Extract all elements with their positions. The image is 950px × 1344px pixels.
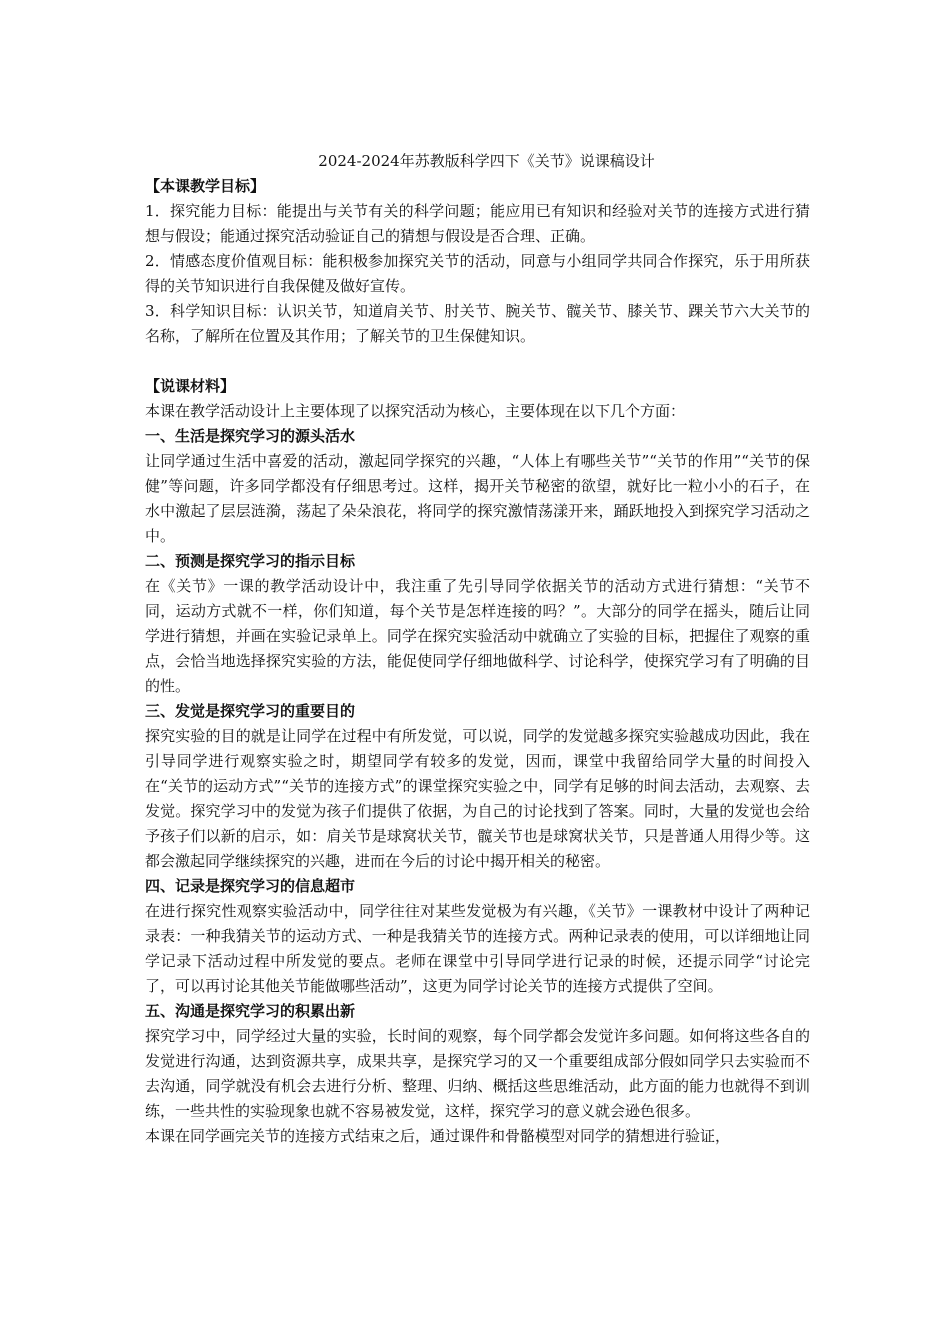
section-text: 让同学通过生活中喜爱的活动，激起同学探究的兴趣，“人体上有哪些关节”“关节的作用”“关节的保健”等问题，许多同学都没有仔细思考过。这样，揭开关节秘密的欲望，就好比一粒小小的石子，在水中激起了层层涟漪，荡起了朵朵浪花，将同学的探究激情荡漾开来，踊跃地投入到探究学习活动之中。 — [145, 452, 810, 545]
page-title: 2024-2024年苏教版科学四下《关节》说课稿设计 — [318, 152, 655, 170]
section-heading: 一、生活是探究学习的源头活水 — [145, 427, 356, 445]
section-text: 探究学习中，同学经过大量的实验，长时间的观察，每个同学都会发觉许多问题。如何将这些各自的发觉进行沟通，达到资源共享，成果共享，是探究学习的又一个重要组成部分假如同学只去实验而不去沟通，同学就没有机会去进行分析、整理、归纳、概括这些思维活动，此方面的能力也就得不到训练，一些共性的实验现象也就不容易被发觉，这样，探究学习的意义就会逊色很多。 — [145, 1027, 810, 1120]
goal-item: 3．科学知识目标：认识关节，知道肩关节、肘关节、腕关节、髋关节、膝关节、踝关节六大关节的名称，了解所在位置及其作用；了解关节的卫生保健知识。 — [145, 302, 810, 345]
materials-heading: 【说课材料】 — [145, 377, 236, 395]
section-heading: 二、预测是探究学习的指示目标 — [145, 552, 356, 570]
goal-item: 1．探究能力目标：能提出与关节有关的科学问题；能应用已有知识和经验对关节的连接方式进行猜想与假设；能通过探究活动验证自己的猜想与假设是否合理、正确。 — [145, 202, 810, 245]
section-heading: 三、发觉是探究学习的重要目的 — [145, 702, 356, 720]
section-text: 在进行探究性观察实验活动中，同学往往对某些发觉极为有兴趣，《关节》一课教材中设计了两种记录表：一种我猜关节的运动方式、一种是我猜关节的连接方式。两种记录表的使用，可以详细地让同学记录下活动过程中所发觉的要点。老师在课堂中引导同学进行记录的时候，还提示同学“讨论完了，可以再讨论其他关节能做哪些活动”，这更为同学讨论关节的连接方式提供了空间。 — [145, 902, 810, 995]
document-body — [145, 149, 810, 1149]
section-text: 探究实验的目的就是让同学在过程中有所发觉，可以说，同学的发觉越多探究实验越成功因此，我在引导同学进行观察实验之时，期望同学有较多的发觉，因而，课堂中我留给同学大量的时间投入在“关节的运动方式”“关节的连接方式”的课堂探究实验之中，同学有足够的时间去活动，去观察、去发觉。探究学习中的发觉为孩子们提供了依据，为自己的讨论找到了答案。同时，大量的发觉也会给予孩子们以新的启示，如：肩关节是球窝状关节，髋关节也是球窝状关节，只是普通人用得少等。这都会激起同学继续探究的兴趣，进而在今后的讨论中揭开相关的秘密。 — [145, 727, 810, 870]
goal-item: 2．情感态度价值观目标：能积极参加探究关节的活动，同意与小组同学共同合作探究，乐于用所获得的关节知识进行自我保健及做好宣传。 — [145, 252, 810, 295]
section-text: 在《关节》一课的教学活动设计中，我注重了先引导同学依据关节的活动方式进行猜想：“关节不同，运动方式就不一样，你们知道，每个关节是怎样连接的吗？”。大部分的同学在摇头，随后让同学进行猜想，并画在实验记录单上。同学在探究实验活动中就确立了实验的目标，把握住了观察的重点，会恰当地选择探究实验的方法，能促使同学仔细地做科学、讨论科学，使探究学习有了明确的目的性。 — [145, 577, 810, 695]
goals-heading: 【本课教学目标】 — [145, 177, 266, 195]
materials-intro: 本课在教学活动设计上主要体现了以探究活动为核心，主要体现在以下几个方面： — [145, 402, 686, 420]
section-heading: 五、沟通是探究学习的积累出新 — [145, 1002, 356, 1020]
section-heading: 四、记录是探究学习的信息超市 — [145, 877, 356, 895]
blank-line — [145, 349, 810, 374]
closing-text: 本课在同学画完关节的连接方式结束之后，通过课件和骨骼模型对同学的猜想进行验证， — [145, 1127, 731, 1145]
